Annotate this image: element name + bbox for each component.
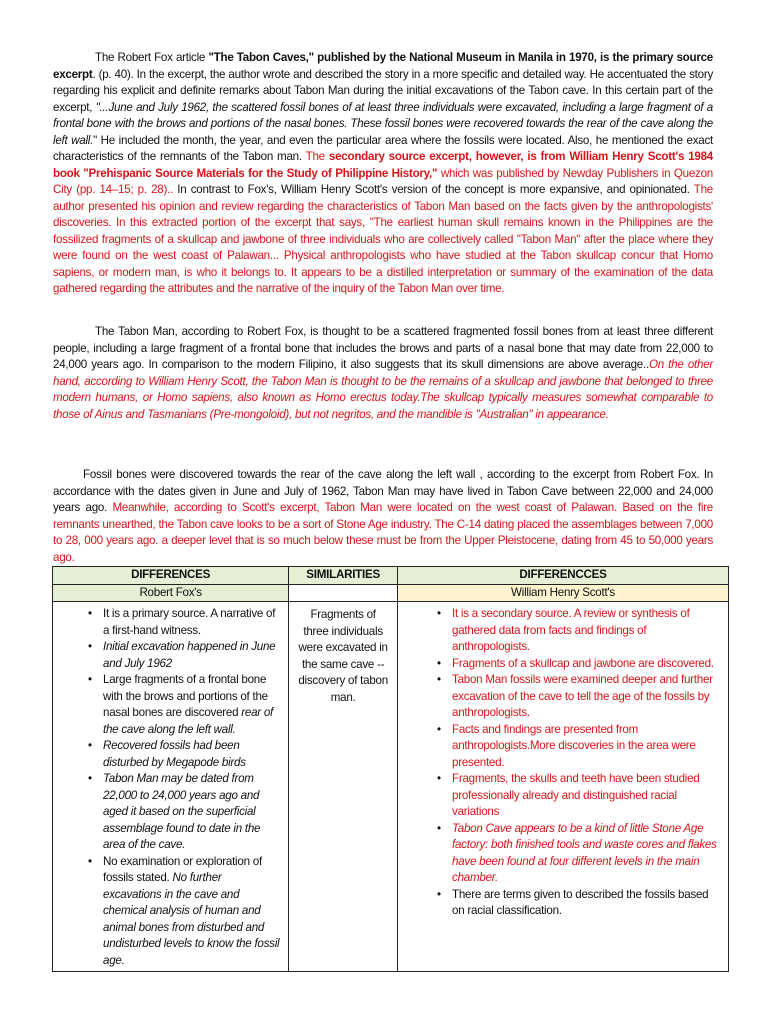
list-item [452,821,718,887]
text-run-red: The author presented his opinion and review regarding the characteristics of Tabon Man based on the facts given by the anthropologists' discoveries. In this extracted portion of the excerpt that says, "The earliest human skull remains known in the Philippines are the fossilized fragments of a skullcap and jawbone of three individuals who are collectively called "Tabon Man" after the place where they were found on the west coast of Palawan... Physical anthropologists who have studied at the Tabon skullcap concur that Homo sapiens, or modern man, is who it belongs to. It appears to be a distilled interpretation or summary of the examination of the data gathered regarding the attributes and the narrative of the inquiry of the Tabon Man over time. [53,183,713,295]
list-item-text: Tabon Man fossils were examined deeper and further excavation of the cave to tell the age of the fossils by anthropologists. [452,673,713,719]
text-run-bold: "The Tabon Caves," published by the National Museum in Manila in 1970, is the primary source excerpt [53,51,713,81]
fox-list [53,602,288,971]
scott-list [398,602,728,922]
similarity-text: Fragments of three individuals were excavated in the same cave --discovery of tabon man. [298,608,388,704]
similarities-column [289,602,398,972]
list-item [103,639,282,672]
list-item-text: Fragments, the skulls and teeth have been studied professionally already and distinguished racial variations [452,772,700,818]
text-run: The Tabon Man, according to Robert Fox, is thought to be a scattered fragmented fossil bones from at least three different people, including a large fragment of a frontal bone that includes the brows and parts of a nasal bone that may date from 22,000 to 24,000 years ago. In comparison to the modern Filipino, it also suggests that its skull dimensions are above average.. [53,325,713,371]
list-item [103,606,282,639]
subheader-fox: Robert Fox's [53,584,289,602]
paragraph-2 [53,324,713,423]
text-run-red-italic: On the other hand, according to William Henry Scott, the Tabon Man is thought to be the remains of a skullcap and jawbone that belonged to three modern humans, or Homo sapiens, also known as Homo erectus today.The skullcap typically measures somewhat comparable to those of Ainus and Tasmanians (Pre-mongoloid), but not negritos, and the mandible is "Australian" in appearance. [53,358,714,421]
text-run-red: which was published by Newday Publishers in Quezon City (pp. 14–15; p. 28).. [53,166,713,196]
list-item-text: It is a secondary source. A review or synthesis of gathered data from facts and findings of anthropologists. [452,607,690,653]
list-item-text: Initial excavation happened in June and July 1962 [103,640,276,670]
header-differences-fox: DIFFERENCES [53,567,289,585]
list-item [452,606,718,656]
list-item-text: Recovered fossils had been disturbed by Megapode birds [103,739,246,769]
list-item [452,672,718,722]
table-header-row [53,567,729,585]
list-item [452,722,718,772]
list-item [452,887,718,920]
list-item-text: Tabon Man may be dated from 22,000 to 24,000 years ago and aged it based on the superficial assemblage found to date in the area of the cave. [103,772,261,851]
fox-column [53,602,289,972]
list-item-text: It is a primary source. A narrative of a first-hand witness. [103,607,276,637]
text-run-red-bold: secondary source excerpt, however, is from William Henry Scott's 1984 book "Prehispanic Source Materials for the Study of Philippine History," [53,150,713,180]
list-item-text: Facts and findings are presented from anthropologists.More discoveries in the area were presented. [452,722,696,769]
list-item-text: No further excavations in the cave and chemical analysis of human and animal bones from disturbed and undisturbed levels to know the fossil age. [103,871,280,967]
list-item [103,854,282,970]
subheader-scott: William Henry Scott's [398,584,729,602]
header-differences-scott: DIFFERENCCES [398,567,729,585]
list-item-text: Fragments of a skullcap and jawbone are discovered. [452,656,714,670]
header-similarities: SIMILARITIES [289,567,398,585]
list-item [452,771,718,821]
paragraph-3 [53,467,713,566]
text-run: " He included the month, the year, and even the particular area where the fossils were located. Also, he mentioned the exact characteristics of the remnants of the Tabon man. [53,133,713,163]
list-item [103,672,282,738]
paragraph-1 [53,50,713,298]
list-item [452,656,718,673]
text-run-red: Meanwhile, according to Scott's excerpt, Tabon Man were located on the west coast of Palawan. Based on the fire remnants unearthed, the Tabon cave looks to be a sort of Stone Age industry. The C-14 dating placed the assemblages between 7,000 to 28, 000 years ago. a deeper level that is so much below these must be from the Upper Pleistocene, dating from 45 to 50,000 years ago. [53,501,713,564]
list-item-text: Tabon Cave appears to be a kind of little Stone Age factory: both finished tools and waste cores and flakes have been found at four different levels in the main chamber. [452,821,717,884]
list-item-text: There are terms given to described the fossils based on racial classification. [452,887,709,917]
list-item-text: Large fragments of a frontal bone with the brows and portions of the nasal bones are discovered [103,673,268,719]
list-item-text: No examination or exploration of fossils stated. [103,854,262,884]
scott-column [398,602,729,972]
text-run: Fossil bones were discovered towards the rear of the cave along the left wall , according to the excerpt from Robert Fox. In accordance with the dates given in June and July of 1962, Tabon Man may have lived in Tabon Cave between 22,000 and 24,000 years ago. [53,468,713,514]
text-run: In contrast to Fox's, William Henry Scott's version of the concept is more expansive, and opinionated. [173,183,690,196]
list-item [103,738,282,771]
text-run: . (p. 40). In the excerpt, the author wrote and described the story in a more specific and detailed way. He accentuated the story regarding his explicit and definite remarks about Tabon Man during the initial excavations of the Tabon cave. In this certain part of the excerpt, [53,67,713,114]
subheader-empty [289,584,398,602]
list-item-text: rear of the cave along the left wall. [103,706,274,736]
comparison-table [52,566,729,972]
table-subheader-row [53,584,729,602]
list-item [103,771,282,854]
text-run: The Robert Fox article [95,51,209,64]
table-body-row [53,602,729,972]
quote-fox: "...June and July 1962, the scattered fossil bones of at least three individuals were excavated, including a large fragment of a frontal bone with the brows and portions of the nasal bones. These fossil bones were recovered towards the rear of the cave along the left wall. [53,100,713,147]
text-run-red: The [305,150,329,163]
